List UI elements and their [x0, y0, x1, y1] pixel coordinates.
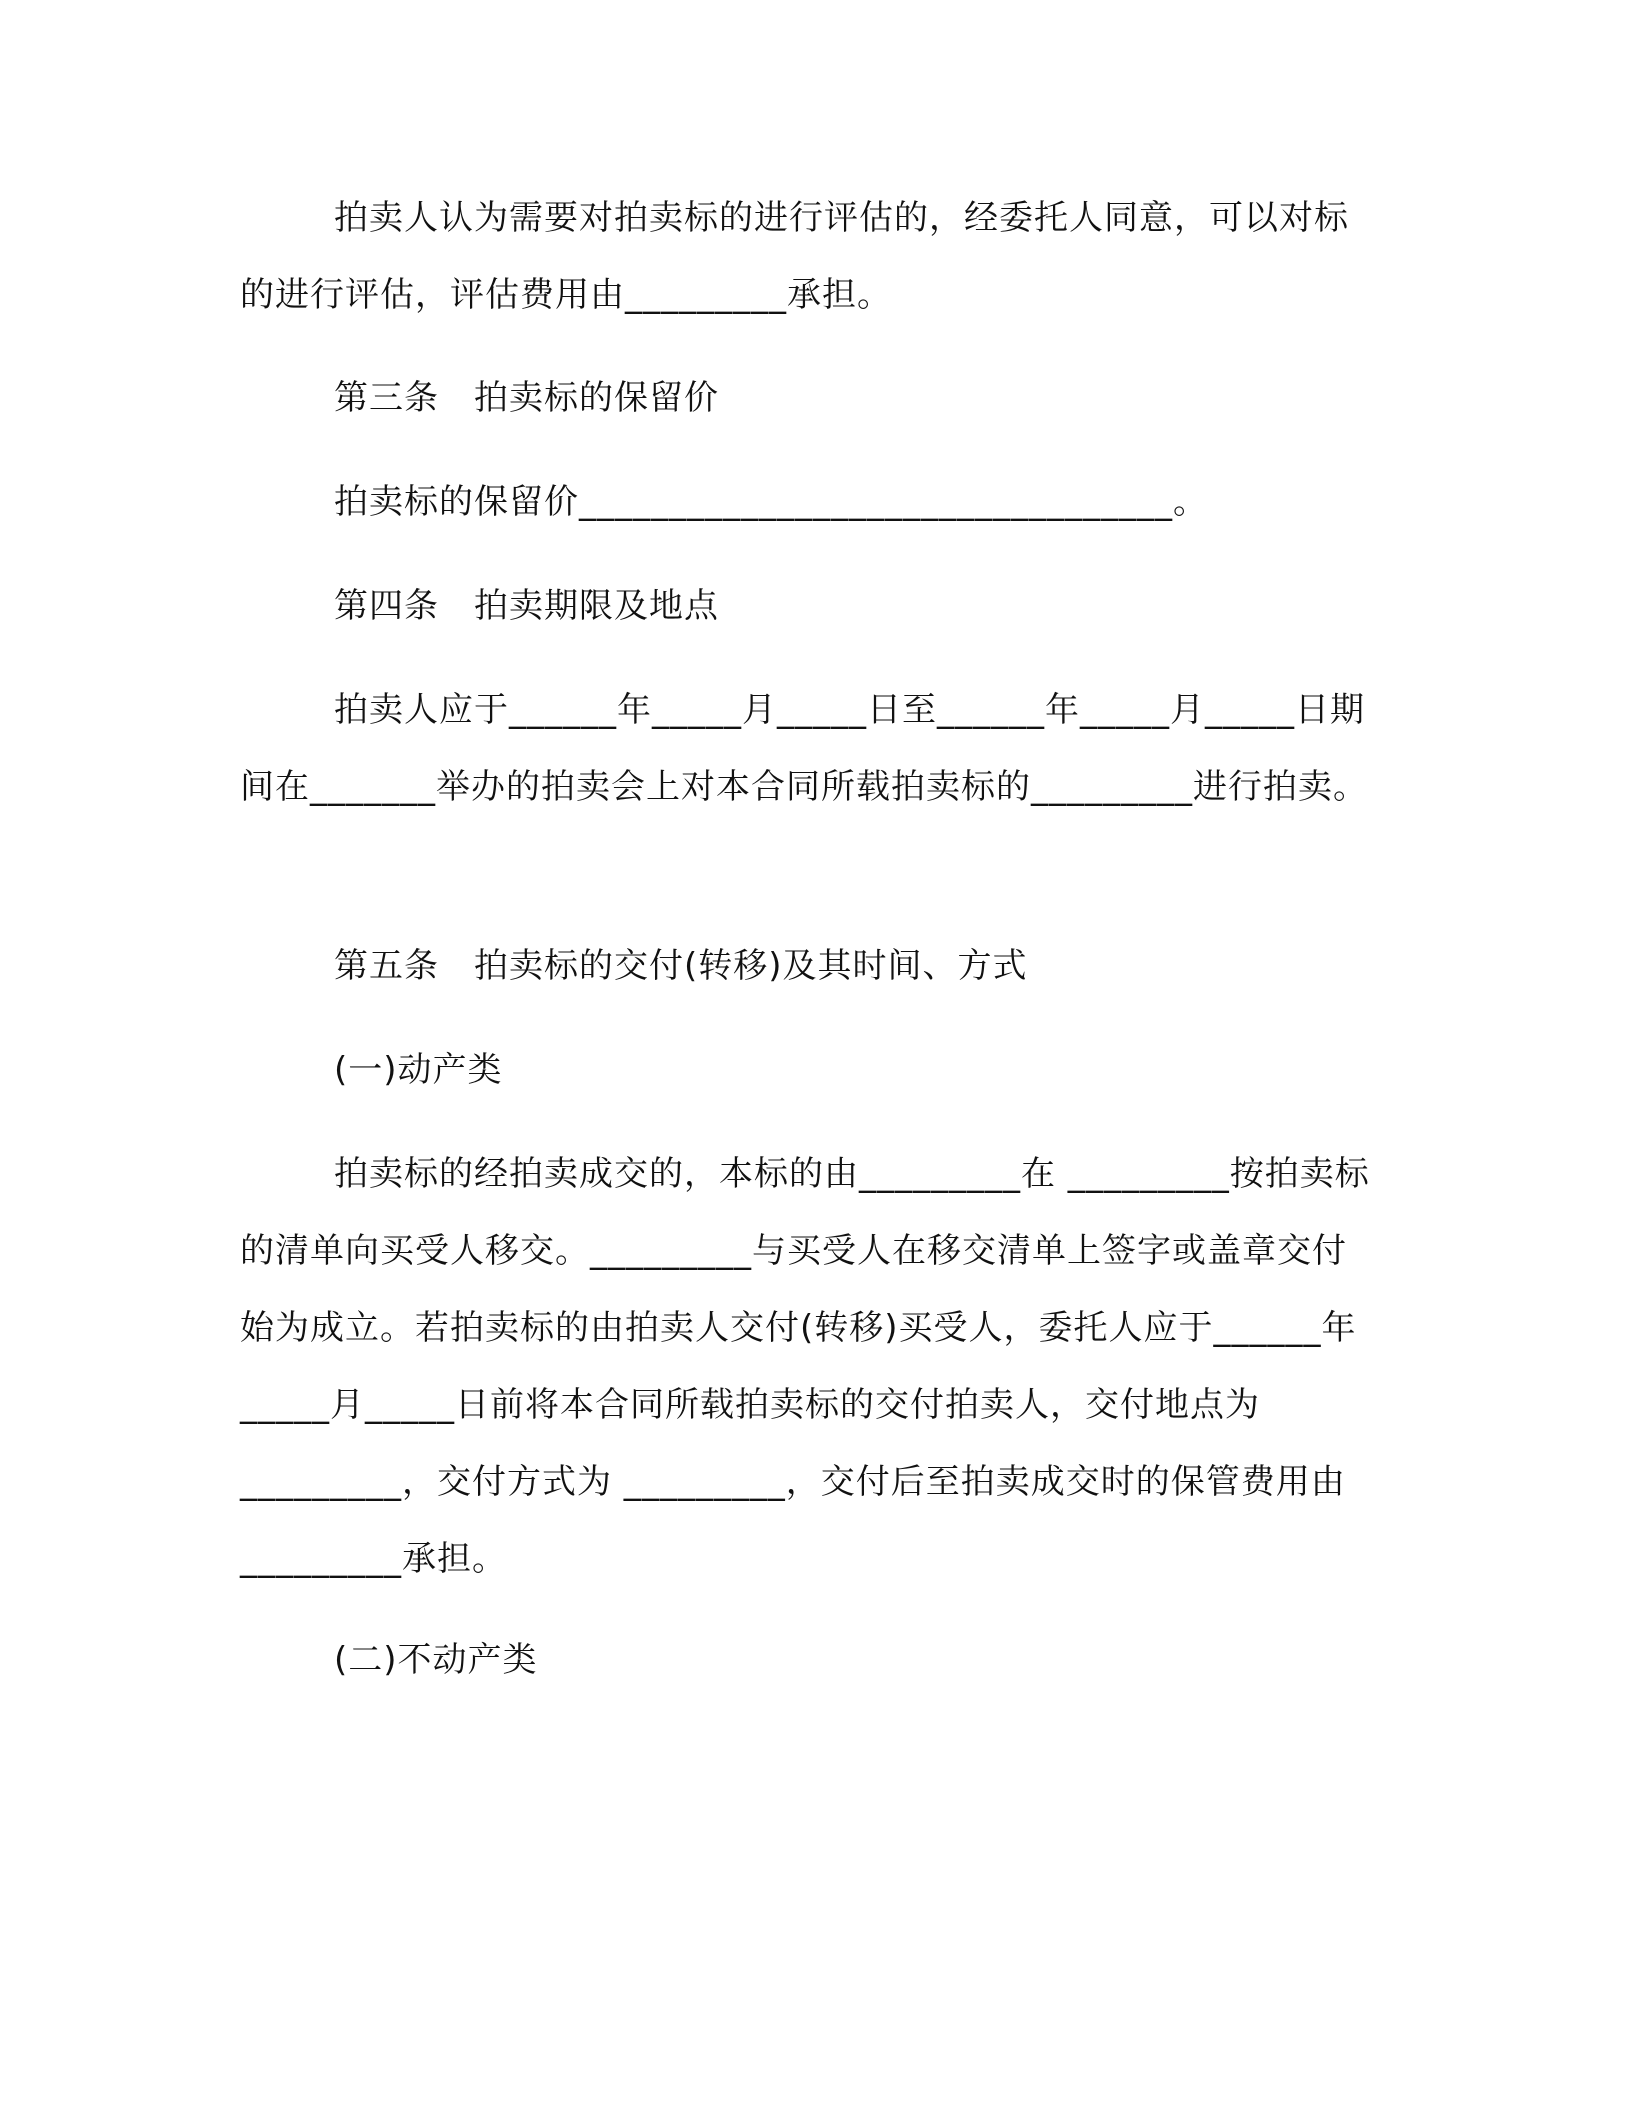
- heading-article-3: 第三条 拍卖标的保留价: [334, 378, 719, 418]
- subheading-real-estate: (二)不动产类: [334, 1640, 538, 1680]
- paragraph-appraisal: 拍卖人认为需要对拍卖标的进行评估的，经委托人同意，可以对标的进行评估，评估费用由_________承担。: [240, 198, 1349, 315]
- heading-article-5: 第五条 拍卖标的交付(转移)及其时间、方式: [334, 946, 1028, 986]
- heading-article-4: 第四条 拍卖期限及地点: [334, 586, 719, 626]
- subheading-movables: (一)动产类: [334, 1050, 503, 1090]
- paragraph-movables-delivery: 拍卖标的经拍卖成交的，本标的由_________在 _________按拍卖标的清单向买受人移交。_________与买受人在移交清单上签字或盖章交付始为成立。若拍卖标的由拍卖人交付(转移)买受人，委托人应于______年_____月_____日前将本合同所载拍卖标的交付拍卖人，交付地点为_________，交付方式为 _________，交付后至拍卖成交时的保管费用由_________承担。: [240, 1154, 1370, 1579]
- paragraph-reserve-price: 拍卖标的保留价_________________________________。: [334, 482, 1208, 522]
- paragraph-auction-period: 拍卖人应于______年_____月_____日至______年_____月_____日期间在_______举办的拍卖会上对本合同所载拍卖标的_________进行拍卖。: [240, 690, 1368, 807]
